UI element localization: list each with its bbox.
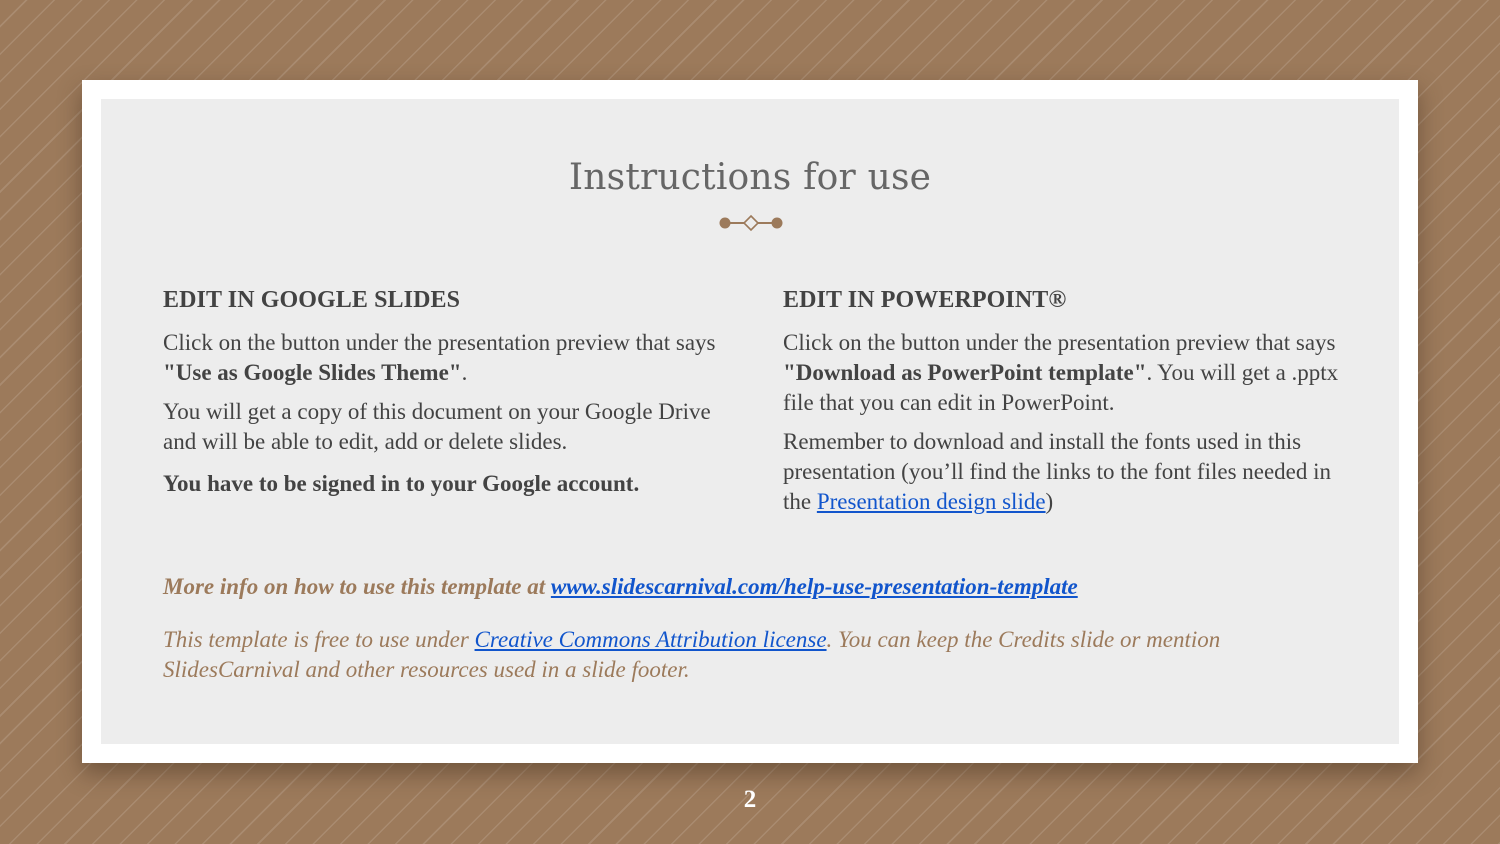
help-template-link[interactable]: www.slidescarnival.com/help-use-presentation-template <box>550 574 1078 599</box>
license-note <box>163 625 1343 685</box>
license-text-end: . You can keep the Credits slide or mention SlidesCarnival and other resources used in a slide footer. <box>163 627 1221 682</box>
powerpoint-paragraph-2 <box>783 427 1343 517</box>
more-info-text: More info on how to use this template at <box>163 574 551 599</box>
slide-card <box>82 80 1418 763</box>
powerpoint-p2-text: Remember to download and install the fonts used in this presentation (you’ll find the links to the font files needed in the <box>783 429 1332 514</box>
powerpoint-template-label: "Download as PowerPoint template" <box>783 360 1147 385</box>
powerpoint-paragraph-1 <box>783 328 1343 418</box>
google-slides-theme-label: "Use as Google Slides Theme" <box>163 360 462 385</box>
slide-content-panel <box>101 99 1399 744</box>
powerpoint-section <box>783 287 1343 526</box>
google-slides-heading: EDIT IN GOOGLE SLIDES <box>163 287 461 313</box>
presentation-design-slide-link[interactable]: Presentation design slide <box>816 489 1046 514</box>
google-slides-paragraph-1 <box>163 328 723 388</box>
google-slides-p1-end: . <box>461 360 468 385</box>
slide-title: Instructions for use <box>568 157 932 198</box>
ornament-divider-icon <box>716 213 786 233</box>
more-info-line <box>163 574 1343 600</box>
license-text: This template is free to use under <box>163 627 475 652</box>
google-slides-paragraph-2: You will get a copy of this document on your Google Drive and will be able to edit, add or delete slides. <box>163 399 711 454</box>
google-signin-note: You have to be signed in to your Google account. <box>163 471 640 496</box>
google-slides-section <box>163 287 723 508</box>
google-slides-p1-text: Click on the button under the presentation preview that says <box>163 330 716 355</box>
powerpoint-p1-end: . You will get a .pptx file that you can edit in PowerPoint. <box>783 360 1339 415</box>
powerpoint-p1-text: Click on the button under the presentation preview that says <box>783 330 1336 355</box>
creative-commons-link[interactable]: Creative Commons Attribution license <box>474 627 827 652</box>
powerpoint-p2-end: ) <box>1045 489 1054 514</box>
powerpoint-heading: EDIT IN POWERPOINT® <box>783 287 1067 313</box>
page-number: 2 <box>743 786 757 813</box>
